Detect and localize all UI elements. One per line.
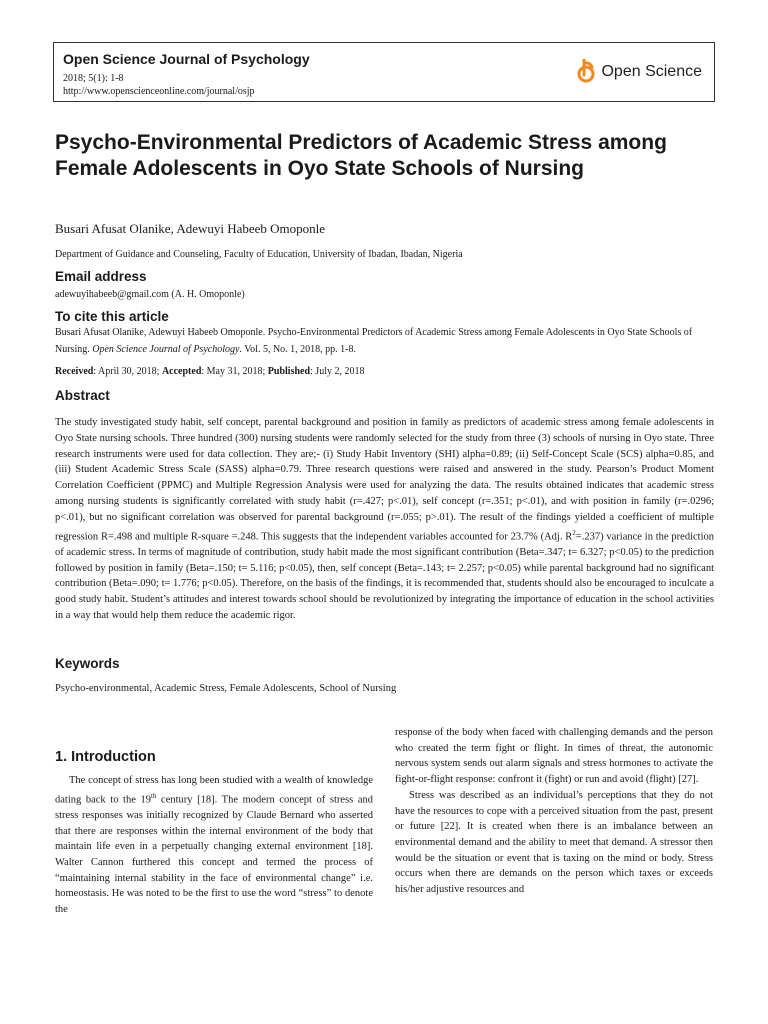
intro-paragraph-1	[55, 773, 373, 918]
abstract-part1: The study investigated study habit, self concept, parental background and position in family as predictors of academic stress among female adolescents in Oyo State nursing schools. Three hundred (300) nursing students were randomly selected for the study from three (3) schools of nursing in Oyo state. Three research instruments were used for data collection. They are;- (i) Study Habit Inventory (SHI) alpha=0.89; (ii) Self-Concept Scale (SCS) alpha=0.85, and (iii) Student Academic Stress Scale (SASS) alpha=0.79. Three research questions were raised and answered in the study. Pearson’s Product Moment Correlation Coefficient (PPMC) and Multiple Regression Analysis were used for analyzing the data. The results obtained indicates that academic stress among nursing students is significantly correlated with study habit (r=.427; p<.01), self concept (r=.351; p<.01), and with position in family (r=.0296; p<.01), but no significant correlation was observed for parental background (r=.055; p>.01). The result of the findings yielded a coefficient of multiple regression R=.498 and multiple R-square =.248. This suggests that the independent variables accounted for 23.7% (Adj. R	[55, 417, 714, 543]
intro-p1-after: century [18]. The modern concept of stress and stress responses was initially recognized by Claude Bernard who asserted that there are responses within the internal environment of the body that maintain life even in a perpetually changing external environment [18]. Walter Cannon furthered this concept and termed the process of “maintaining internal stability in the face of environmental change” i.e. homeostasis. He was noted to be the first to use the word “stress” to denote the	[55, 794, 374, 916]
received-date: : April 30, 2018;	[93, 366, 162, 377]
journal-header	[53, 42, 715, 102]
citation-text-after: . Vol. 5, No. 1, 2018, pp. 1-8.	[239, 343, 357, 355]
received-label: Received	[55, 366, 94, 377]
column-left	[55, 773, 373, 918]
accepted-label: Accepted	[161, 366, 202, 377]
published-label: Published	[267, 366, 311, 377]
affiliation: Department of Guidance and Counseling, Faculty of Education, University of Ibadan, Ibadan, Nigeria	[55, 249, 463, 260]
email-line	[55, 287, 715, 304]
keywords-heading: Keywords	[55, 656, 120, 671]
accepted-date: : May 31, 2018;	[201, 366, 268, 377]
published-date: : July 2, 2018	[310, 366, 365, 377]
journal-meta	[63, 72, 255, 98]
journal-url[interactable]: http://www.openscienceonline.com/journal/osjp	[63, 86, 255, 97]
paper-title: Psycho-Environmental Predictors of Academic Stress among Female Adolescents in Oyo State Schools of Nursing	[55, 131, 667, 180]
keywords-text: Psycho-environmental, Academic Stress, Female Adolescents, School of Nursing	[55, 683, 397, 694]
logo-text: Open Science	[601, 63, 702, 80]
article-dates	[55, 364, 715, 381]
email-address[interactable]: adewuyihabeeb@gmail.com	[55, 289, 169, 300]
email-heading: Email address	[55, 269, 147, 284]
column-right	[395, 725, 713, 898]
abstract-part2: =.237) variance in the prediction of academic stress. In terms of magnitude of contribution, study habit made the most significant contribution (Beta=.347; t= 6.327; p<0.05) to the prediction followed by position in family (Beta=.150; t= 5.116; p<0.05), then, self concept (Beta=.143; t= 2.257; p<0.05) while parental background had no significant contribution (Beta=.090; t= 1.776; p<0.05). Therefore, on the basis of the findings, it is recommended that, students should also be encouraged to inculcate a good study habit. Student’s attitudes and interest towards school should be revolutionized by integrating the importance of education in the school activities in a way that would help them reduce the academic rigor.	[55, 531, 714, 622]
intro-paragraph-3: Stress was described as an individual’s perceptions that they do not have the resources to cope with a perceived situation from the past, present or future [22]. It is created when there is an imbalance between an environmental demand and the ability to meet that demand. A stressor then would be the situation or event that is taxing on the mind or body. Stress occurs when there are demands on the person which taxes or exceeds his/her adjustive resources and	[395, 789, 713, 896]
abstract-text	[55, 415, 714, 624]
intro-paragraph-2: response of the body when faced with challenging demands and the person who created the term fight or flight. In times of threat, the autonomic nervous system sends out alarm signals and stress hormones to activate the fight-or-flight response: confront it (fight) or run and avoid (flight) [27].	[395, 727, 713, 786]
citation-text	[55, 325, 715, 358]
open-science-logo	[575, 59, 702, 85]
introduction-heading: 1. Introduction	[55, 749, 156, 765]
authors: Busari Afusat Olanike, Adewuyi Habeeb Omoponle	[55, 221, 326, 236]
citation-journal: Open Science Journal of Psychology	[92, 343, 240, 355]
abstract-heading: Abstract	[55, 388, 110, 403]
open-science-logo-icon	[575, 59, 597, 85]
abstract-superscript: 2	[572, 528, 576, 537]
cite-heading: To cite this article	[55, 309, 169, 324]
intro-superscript: th	[151, 791, 157, 800]
journal-name: Open Science Journal of Psychology	[63, 51, 310, 67]
journal-citation: 2018; 5(1): 1-8	[63, 73, 124, 84]
intro-p1-before: The concept of stress has long been studied with a wealth of knowledge dating back to the 19	[55, 775, 373, 806]
citation-text-before: Busari Afusat Olanike, Adewuyi Habeeb Omoponle. Psycho-Environmental Predictors of Academic Stress among Female Adolescents in Oyo State Schools of Nursing.	[55, 327, 693, 355]
email-owner: (A. H. Omoponle)	[168, 289, 245, 300]
